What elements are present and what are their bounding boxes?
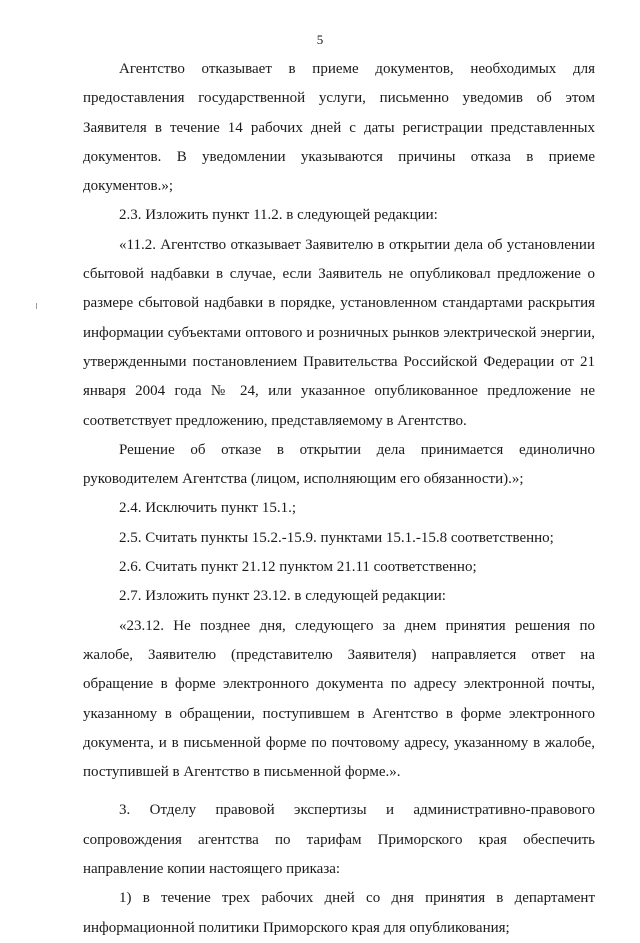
paragraph-spacer (83, 787, 595, 796)
paragraph-refusal-decision: Решение об отказе в открытии дела принимается единолично руководителем Агентства (лицом, исполняющим его обязанности).»; (83, 441, 595, 488)
paragraph-2-4: 2.4. Исключить пункт 15.1.; (119, 500, 296, 517)
paragraph-2-6: 2.6. Считать пункт 21.12 пунктом 21.11 соответственно; (119, 559, 477, 576)
paragraph-3: 3. Отделу правовой экспертизы и административно-правового сопровождения агентства по тарифам Приморского края обеспечить направление копии настоящего приказа: (83, 802, 595, 878)
paragraph-2-3: 2.3. Изложить пункт 11.2. в следующей редакции: (119, 207, 438, 224)
paragraph-23-12: «23.12. Не позднее дня, следующего за днем принятия решения по жалобе, Заявителю (представителю Заявителя) направляется ответ на обращение в форме электронного документа по адресу электронной почты, указанному в обращении, поступившем в Агентство в форме электронного документа, и в письменной форме по почтовому адресу, указанному в жалобе, поступившей в Агентство в письменной форме.». (83, 617, 595, 781)
paragraph-2-7: 2.7. Изложить пункт 23.12. в следующей редакции: (119, 588, 446, 605)
document-body (83, 55, 595, 943)
margin-mark (36, 303, 37, 309)
paragraph-2-5: 2.5. Считать пункты 15.2.-15.9. пунктами 15.1.-15.8 соответственно; (119, 529, 554, 546)
paragraph-3-1: 1) в течение трех рабочих дней со дня принятия в департамент информационной политики Приморского края для опубликования; (83, 890, 595, 936)
page-number: 5 (316, 32, 324, 47)
paragraph-agency-refusal: Агентство отказывает в приеме документов, необходимых для предоставления государственной услуги, письменно уведомив об этом Заявителя в течение 14 рабочих дней с даты регистрации представленных документов. В уведомлении указываются причины отказа в приеме документов.»; (83, 61, 595, 195)
paragraph-11-2: «11.2. Агентство отказывает Заявителю в открытии дела об установлении сбытовой надбавки в случае, если Заявитель не опубликовал предложение о размере сбытовой надбавки в порядке, установленном стандартами раскрытия информации субъектами оптового и розничных рынков электрической энергии, утвержденными постановлением Правительства Российской Федерации от 21 января 2004 года № 24, или указанное опубликованное предложение не соответствует предложению, представляемому в Агентство. (83, 236, 595, 429)
